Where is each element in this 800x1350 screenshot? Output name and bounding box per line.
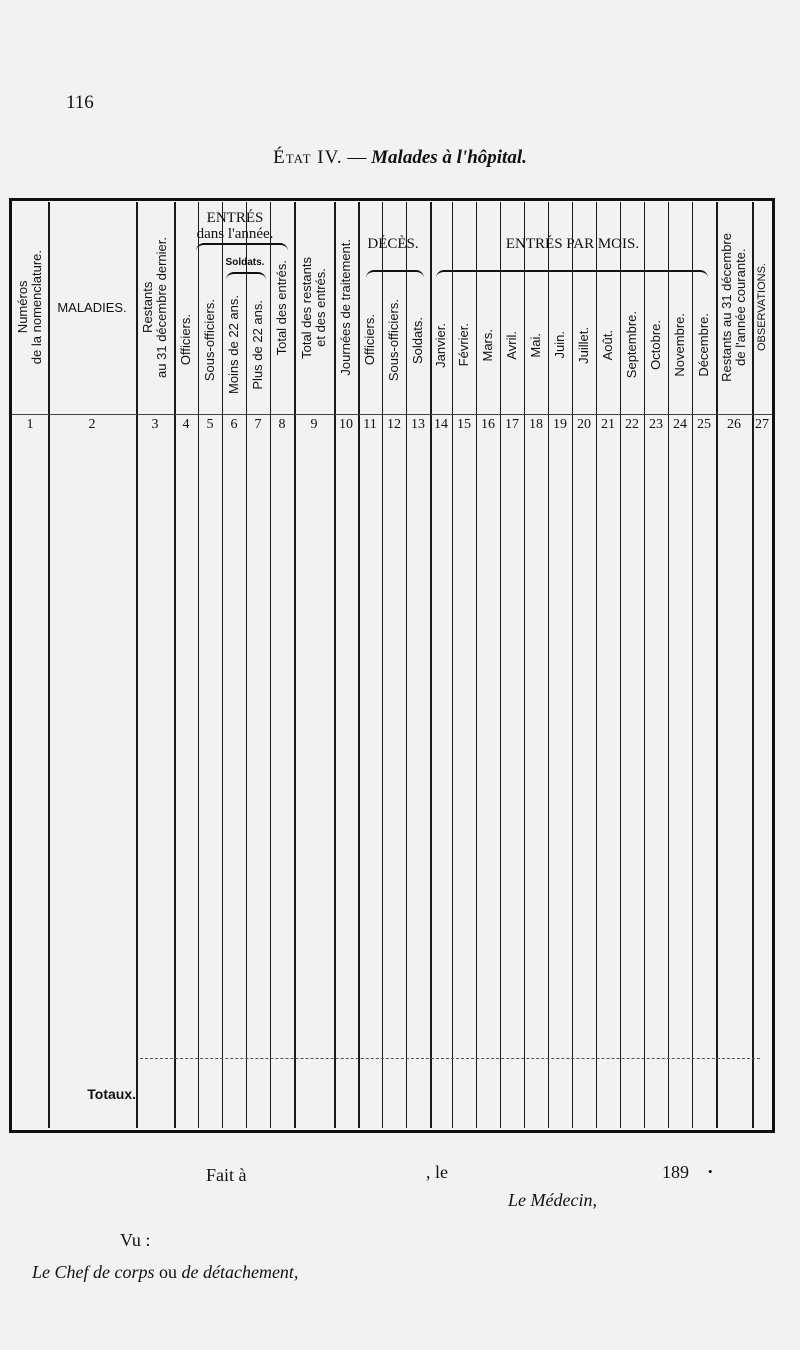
date-le-label: , le xyxy=(426,1162,448,1182)
column-number-8: 8 xyxy=(278,417,286,432)
column-header-label: Sous-officiers. xyxy=(202,298,217,382)
column-header-label: Mai. xyxy=(528,332,543,358)
column-number-18: 18 xyxy=(529,417,543,432)
column-header-3 xyxy=(136,205,174,410)
column-header-label: Septembre. xyxy=(624,311,639,379)
column-header-label: Janvier. xyxy=(433,322,448,368)
column-number-22: 22 xyxy=(625,417,639,432)
column-header-13 xyxy=(406,270,430,410)
column-header-label: Soldats. xyxy=(410,316,425,364)
number-row-rule xyxy=(12,414,772,415)
column-header-12 xyxy=(382,270,406,410)
chef-corps-text: Le Chef de corps xyxy=(32,1262,155,1282)
medecin-signature-label: Le Médecin, xyxy=(508,1190,597,1210)
column-header-19 xyxy=(548,280,572,410)
column-header-14 xyxy=(430,280,452,410)
column-header-label: Juin. xyxy=(552,331,567,359)
column-header-label: Moins de 22 ans. xyxy=(226,295,241,395)
column-header-label: MALADIES. xyxy=(57,299,127,315)
column-header-2 xyxy=(48,205,136,410)
column-header-label: OBSERVATIONS. xyxy=(756,263,768,352)
column-header-label: Officiers. xyxy=(362,314,377,366)
column-header-21 xyxy=(596,280,620,410)
column-number-13: 13 xyxy=(411,417,425,432)
title-dash: — xyxy=(347,147,367,168)
chef-signature-label xyxy=(32,1262,298,1283)
column-header-label: Octobre. xyxy=(648,320,663,370)
totals-dashed-rule xyxy=(140,1058,760,1060)
column-header-20 xyxy=(572,280,596,410)
column-header-26 xyxy=(716,205,752,410)
column-header-label: Restants au 31 décembre dernier. xyxy=(140,237,169,378)
column-header-label: Restants au 31 décembre de l'année courante. xyxy=(719,233,748,382)
column-header-23 xyxy=(644,280,668,410)
column-number-2: 2 xyxy=(88,417,96,432)
column-number-24: 24 xyxy=(673,417,687,432)
column-header-6 xyxy=(222,280,246,410)
column-header-9 xyxy=(294,205,334,410)
title-subtitle: Malades à l'hôpital. xyxy=(371,147,527,168)
column-header-label: Décembre. xyxy=(696,313,711,377)
chef-detachement-text: de détachement, xyxy=(181,1262,299,1282)
group-deces-header: DÉCÈS. xyxy=(367,236,419,252)
column-header-17 xyxy=(500,280,524,410)
column-header-24 xyxy=(668,280,692,410)
column-header-label: Mars. xyxy=(480,328,495,362)
column-header-10 xyxy=(334,205,358,410)
column-number-4: 4 xyxy=(182,417,190,432)
column-header-label: Avril. xyxy=(504,330,519,360)
column-number-23: 23 xyxy=(649,417,663,432)
column-header-18 xyxy=(524,280,548,410)
column-number-17: 17 xyxy=(505,417,519,432)
column-number-19: 19 xyxy=(553,417,567,432)
column-header-15 xyxy=(452,280,476,410)
fait-a-label: Fait à xyxy=(206,1165,247,1185)
column-number-16: 16 xyxy=(481,417,495,432)
column-header-label: Juillet. xyxy=(576,326,591,364)
totals-label: Totaux. xyxy=(87,1086,136,1102)
title-etat: État IV. xyxy=(273,147,343,168)
column-header-label: Août. xyxy=(600,329,615,361)
column-number-27: 27 xyxy=(755,417,769,432)
column-header-label: Total des restants et des entrés. xyxy=(299,256,328,359)
column-number-7: 7 xyxy=(254,417,262,432)
column-number-3: 3 xyxy=(151,417,159,432)
column-number-6: 6 xyxy=(230,417,238,432)
group-par-mois-header: ENTRÉS PAR MOIS. xyxy=(505,236,640,252)
column-number-25: 25 xyxy=(697,417,711,432)
column-header-1 xyxy=(12,205,48,410)
vu-label: Vu : xyxy=(120,1230,151,1250)
group-soldats-brace xyxy=(226,272,266,284)
column-number-9: 9 xyxy=(310,417,318,432)
year-label: 189 xyxy=(662,1162,689,1182)
column-header-11 xyxy=(358,270,382,410)
group-soldats-header: Soldats. xyxy=(225,257,265,268)
column-header-27 xyxy=(752,205,772,410)
column-number-21: 21 xyxy=(601,417,615,432)
column-header-label: Numéros de la nomenclature. xyxy=(15,250,44,365)
column-number-20: 20 xyxy=(577,417,591,432)
group-par-mois-brace xyxy=(436,270,708,282)
column-number-14: 14 xyxy=(434,417,448,432)
column-number-1: 1 xyxy=(26,417,34,432)
column-number-15: 15 xyxy=(457,417,471,432)
page-title xyxy=(0,147,800,169)
column-number-26: 26 xyxy=(727,417,741,432)
column-header-label: Officiers. xyxy=(178,314,193,366)
column-number-12: 12 xyxy=(387,417,401,432)
column-header-label: Février. xyxy=(456,323,471,367)
column-number-10: 10 xyxy=(339,417,353,432)
group-deces-brace xyxy=(366,270,424,282)
column-number-11: 11 xyxy=(363,417,377,432)
column-header-label: Sous-officiers. xyxy=(386,298,401,382)
column-header-label: Journées de traitement. xyxy=(338,239,353,376)
column-header-22 xyxy=(620,280,644,410)
column-header-4 xyxy=(174,270,198,410)
group-entres-brace xyxy=(196,243,288,255)
column-header-label: Novembre. xyxy=(672,313,687,377)
column-header-25 xyxy=(692,280,716,410)
column-header-5 xyxy=(198,270,222,410)
chef-ou-text: ou xyxy=(158,1262,177,1282)
column-header-7 xyxy=(246,280,270,410)
column-header-label: Plus de 22 ans. xyxy=(250,300,265,390)
column-header-label: Total des entrés. xyxy=(274,259,289,356)
column-number-5: 5 xyxy=(206,417,214,432)
year-dot: • xyxy=(708,1164,713,1179)
column-header-16 xyxy=(476,280,500,410)
page-number: 116 xyxy=(66,92,94,113)
group-entres-header: ENTRÉS dans l'année. xyxy=(196,210,274,242)
